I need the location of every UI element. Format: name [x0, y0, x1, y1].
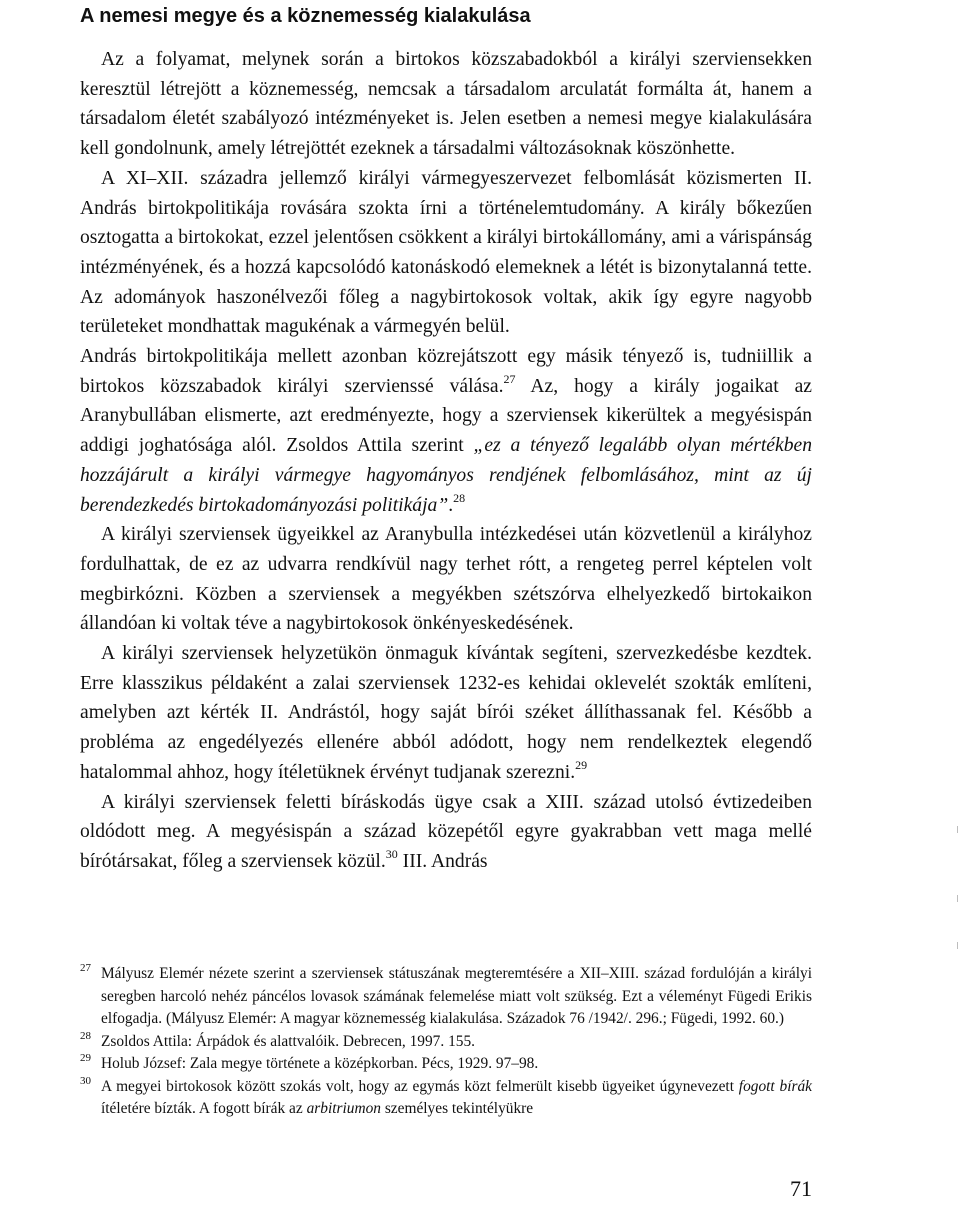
- paragraph-6-text-a: A királyi szerviensek feletti bíráskodás ügye csak a XIII. század utolsó évtizedeiben oldódott meg. A megyésispán a század közepétől egyre gyakrabban vett maga mellé bírótársakat, főleg a szerviensek közül.: [80, 791, 812, 872]
- footnote-text-b: ítéletére bízták. A fogott bírák az: [101, 1100, 307, 1117]
- scan-margin-mark: [957, 895, 958, 902]
- footnote-emphasis-arbitriumon: arbitriumon: [306, 1100, 381, 1117]
- footnote-emphasis-fogott-birak: fogott bírák: [738, 1077, 812, 1095]
- footnote-27: [80, 963, 812, 1031]
- footnotes: [80, 963, 812, 1121]
- footnote-number: 30: [80, 1074, 91, 1087]
- footnote-number: 29: [80, 1052, 91, 1064]
- footnote-number: 28: [80, 1029, 91, 1042]
- page-number: 71: [790, 1176, 812, 1201]
- footnote-text: Mályusz Elemér nézete szerint a szerviensek státuszának megteremtésére a XII–XIII. század fordulóján a királyi seregben harcoló nehéz páncélos lovasok számának felemelése miatt volt szükség. Ezt a véleményt Fügedi Erikis elfogadja. (Mályusz Elemér: A magyar köznemesség kialakulása. Századok 76 /1942/. 296.; Fügedi, 1992. 60.): [101, 965, 812, 1027]
- footnote-ref-28[interactable]: 28: [453, 490, 466, 505]
- quotation-zsoldos: „ez a tényező legalább olyan mértékben hozzájárult a királyi vármegye hagyományos rendjének felbomlásához, mint az új berendezkedés birtokadományozási politikája”: [80, 435, 812, 516]
- document-page: [80, 0, 812, 1207]
- paragraph-6: [80, 788, 812, 877]
- paragraph-3-text-b: Az, hogy a király jogaikat az Aranybullában elismerte, azt eredményezte, hogy a szerviensek kikerültek a megyésispán addigi joghatósága alól. Zsoldos Attila szerint: [80, 375, 812, 457]
- paragraph-5-text: A királyi szerviensek helyzetükön önmaguk kívántak segíteni, szervezkedésbe kezdtek. Erre klasszikus példaként a zalai szerviensek 1232-es kehidai oklevelét szokták említeni, amelyben azt kérték II. Andrástól, hogy saját bírói széket állíthassanak fel. Később a probléma az engedélyezés ellenére abból adódott, hogy nem rendelkeztek elegendő hatalommal ahhoz, hogy ítéletüknek érvényt tudjanak szerezni.: [80, 643, 812, 783]
- paragraph-6-text-b: III. András: [397, 850, 488, 872]
- footnote-ref-29[interactable]: 29: [575, 757, 588, 772]
- footnote-text-c: személyes tekintélyükre: [380, 1100, 534, 1117]
- page-title: A nemesi megye és a köznemesség kialakulása: [80, 5, 531, 27]
- footnote-text-a: A megyei birtokosok között szokás volt, hogy az egymás közt felmerült kisebb ügyeiket úgynevezett: [101, 1077, 739, 1095]
- paragraph-5: [80, 639, 812, 788]
- footnote-ref-30[interactable]: 30: [385, 846, 398, 861]
- footnote-text: Zsoldos Attila: Árpádok és alattvalóik. Debrecen, 1997. 155.: [101, 1032, 475, 1050]
- footnote-30: [80, 1076, 812, 1121]
- scan-margin-mark: [957, 942, 958, 949]
- paragraph-3: [80, 342, 812, 520]
- paragraph-3-text-c: .: [448, 494, 454, 516]
- body-text: [80, 45, 812, 877]
- scan-margin-mark: [957, 826, 958, 833]
- paragraph-4: A királyi szerviensek ügyeikkel az Aranybulla intézkedései után közvetlenül a királyhoz fordulhattak, de ez az udvarra rendkívül nagy terhet rótt, a rengeteg perrel képtelen volt megbirkózni. Közben a szerviensek a megyékben szétszórva elhelyezkedő birtokaikon állandóan ki voltak téve a nagybirtokosok önkényeskedésének.: [80, 524, 812, 635]
- footnote-number: 27: [80, 962, 91, 974]
- paragraph-3-text-a: András birtokpolitikája mellett azonban közrejátszott egy másik tényező is, tudniillik a birtokos közszabadok királyi szervienssé válása.: [80, 346, 812, 397]
- footnote-29: [80, 1053, 812, 1076]
- footnote-28: [80, 1031, 812, 1054]
- paragraph-1: Az a folyamat, melynek során a birtokos közszabadokból a királyi szerviensekken keresztül létrejött a köznemesség, nemcsak a társadalom arculatát formálta át, hanem a társadalom életét szabályozó intézményeket is. Jelen esetben a nemesi megye kialakulására kell gondolnunk, amely létrejöttét ezeknek a társadalmi változásoknak köszönhette.: [80, 49, 812, 160]
- footnote-text: Holub József: Zala megye története a középkorban. Pécs, 1929. 97–98.: [101, 1055, 539, 1072]
- footnote-ref-27[interactable]: 27: [503, 371, 516, 386]
- paragraph-2: A XI–XII. századra jellemző királyi vármegyeszervezet felbomlását közismerten II. András birtokpolitikája rovására szokta írni a történelemtudomány. A király bőkezűen osztogatta a birtokokat, ezzel jelentősen csökkent a királyi birtokállomány, ami a várispánság intézményének, és a hozzá kapcsolódó katonáskodó elemeknek a létét is bizonytalanná tette. Az adományok haszonélvezői főleg a nagybirtokosok voltak, akik így egyre nagyobb területeket mondhattak magukénak a vármegyén belül.: [80, 167, 812, 338]
